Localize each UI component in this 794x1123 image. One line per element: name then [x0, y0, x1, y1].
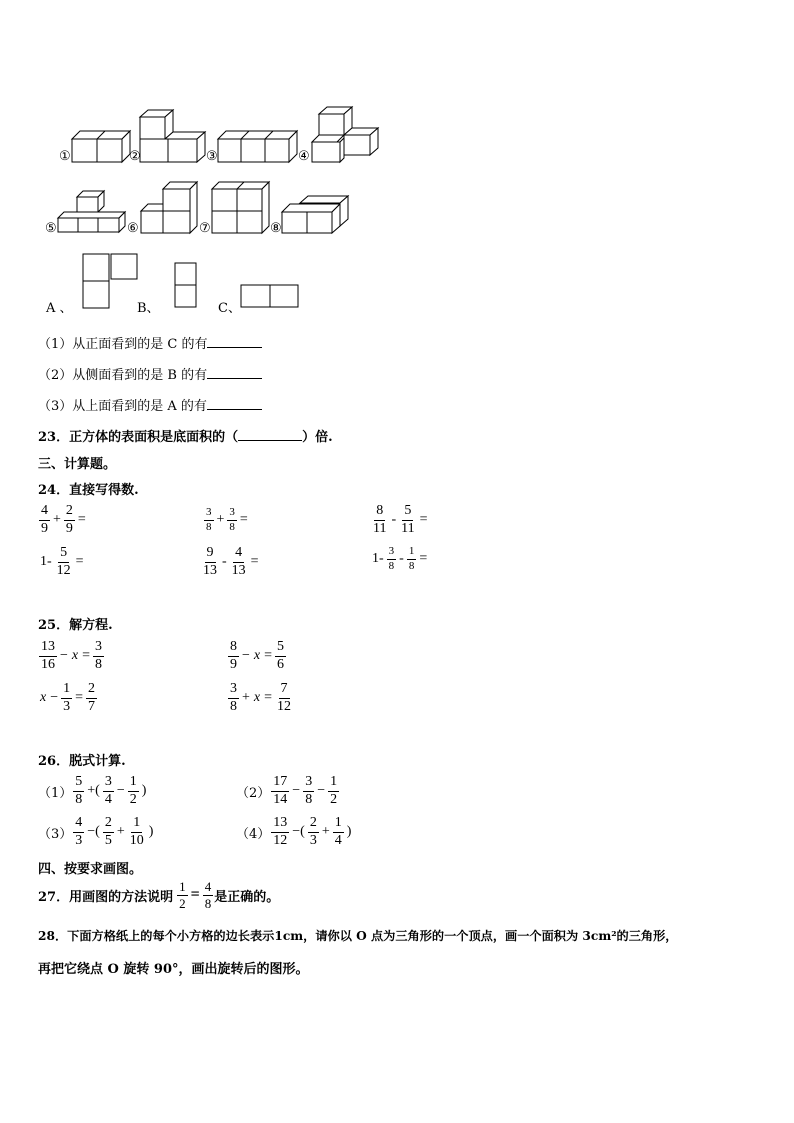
operator: − — [317, 783, 326, 799]
operator: − — [60, 648, 68, 664]
q22-sub-1: （1）从正面看到的是 C 的有 — [38, 333, 262, 352]
denominator: 9 — [230, 656, 237, 672]
numerator: 3 — [303, 775, 314, 792]
fraction — [230, 546, 248, 578]
denominator: 4 — [334, 832, 342, 848]
answer-blank[interactable] — [207, 409, 262, 410]
operator: = — [82, 648, 91, 664]
figure-3 — [218, 131, 297, 162]
numerator: 13 — [39, 640, 57, 657]
operator: = — [264, 648, 273, 664]
fraction — [103, 775, 114, 807]
option-b-view — [174, 262, 198, 310]
operator: = — [75, 690, 84, 706]
figure-7 — [212, 182, 269, 233]
operator: = — [419, 512, 428, 528]
operator: − — [242, 648, 250, 664]
numerator: 2 — [103, 816, 114, 833]
operator: = — [250, 554, 259, 570]
answer-blank[interactable] — [238, 440, 302, 441]
numerator: 3 — [387, 546, 397, 560]
denominator: 4 — [104, 791, 112, 807]
denominator: 8 — [229, 520, 235, 533]
denominator: 12 — [273, 832, 288, 848]
fraction — [103, 816, 114, 848]
operator: − — [50, 690, 59, 706]
figure-1 — [72, 131, 130, 162]
numerator: 1 — [333, 816, 344, 833]
denominator: 9 — [65, 520, 73, 536]
figure-label-7: ⑦ — [199, 221, 211, 236]
figure-2 — [140, 110, 205, 162]
answer-blank[interactable] — [207, 378, 262, 379]
fraction — [86, 682, 97, 714]
figure-label-6: ⑥ — [127, 221, 139, 236]
fraction — [128, 816, 146, 848]
numerator: 8 — [228, 640, 239, 657]
operator: +( — [87, 783, 100, 799]
denominator: 8 — [408, 559, 415, 572]
option-c-view — [240, 284, 302, 310]
cube-figures — [0, 100, 400, 240]
denominator: 2 — [330, 791, 338, 807]
item-label: （4） — [236, 826, 271, 842]
numerator: 1 — [407, 546, 417, 560]
fraction: $\frac{4}{8}$ — [204, 879, 212, 911]
numerator: 3 — [93, 640, 104, 657]
numerator: 9 — [205, 546, 216, 563]
operator: - — [399, 551, 404, 567]
q24-item-4 — [38, 546, 86, 578]
q25-equation-1 — [38, 640, 105, 672]
denominator: 14 — [273, 791, 288, 807]
option-c-label: C、 — [218, 301, 241, 316]
q26-item-3 — [38, 816, 155, 848]
question-24-title: 24．直接写得数. — [38, 483, 139, 498]
variable: x — [253, 648, 261, 664]
question-27: 27．用画图的方法说明 $\frac{1}{2}$ = $\frac{4}{8}$ 是正确的。 — [38, 879, 280, 911]
numerator: 7 — [279, 682, 290, 699]
denominator: 5 — [104, 832, 112, 848]
q24-item-5 — [200, 546, 261, 578]
q26-item-1 — [38, 775, 148, 807]
denominator: 3 — [309, 832, 317, 848]
q26-item-4 — [236, 816, 353, 848]
answer-blank[interactable] — [207, 347, 262, 348]
option-a-view — [82, 253, 142, 311]
q22-sub-2: （2）从侧面看到的是 B 的有 — [38, 364, 262, 383]
numerator: 5 — [402, 504, 413, 521]
numerator: 4 — [233, 546, 244, 563]
q24-item-3 — [370, 504, 430, 536]
denominator: 8 — [206, 520, 212, 533]
fraction — [73, 816, 84, 848]
q25-equation-3 — [38, 682, 98, 714]
fraction — [39, 640, 57, 672]
operator: −( — [292, 824, 305, 840]
operator: + — [53, 512, 61, 528]
numerator: 2 — [86, 682, 97, 699]
fraction — [275, 640, 286, 672]
fraction — [308, 816, 319, 848]
denominator: 7 — [88, 698, 96, 714]
fraction — [73, 775, 84, 807]
figure-8 — [282, 196, 348, 233]
numerator: 2 — [308, 816, 319, 833]
fraction — [328, 775, 339, 807]
numerator: 5 — [58, 546, 69, 563]
option-a-label: A 、 — [46, 301, 73, 316]
fraction — [228, 682, 239, 714]
section-4-heading: 四、按要求画图。 — [38, 862, 143, 877]
numerator: 1 — [131, 816, 142, 833]
figure-5 — [58, 191, 125, 232]
question-28-line-1: 28．下面方格纸上的每个小方格的边长表示1cm，请你以 O 点为三角形的一个顶点，画一个面积为 3cm²的三角形， — [38, 929, 678, 943]
q26-item-2 — [236, 775, 340, 807]
denominator: 3 — [63, 698, 71, 714]
denominator: 3 — [75, 832, 83, 848]
denominator: 8 — [305, 791, 313, 807]
variable: x — [71, 648, 79, 664]
fraction — [227, 507, 237, 533]
numerator: 8 — [374, 504, 385, 521]
operator: + — [242, 690, 250, 706]
question-23: 23．正方体的表面积是底面积的（ ）倍. — [38, 430, 333, 445]
operator: - — [391, 512, 397, 528]
numerator: 4 — [39, 504, 50, 521]
numerator: 1 — [328, 775, 339, 792]
fraction — [371, 504, 388, 536]
numerator: 5 — [275, 640, 286, 657]
operator: ) — [148, 824, 154, 840]
fraction — [55, 546, 73, 578]
fraction — [64, 504, 75, 536]
figure-6 — [141, 182, 197, 233]
question-26-title: 26．脱式计算. — [38, 754, 126, 769]
numerator: 1 — [128, 775, 139, 792]
figure-label-1: ① — [59, 149, 71, 164]
figure-label-3: ③ — [206, 149, 218, 164]
denominator: 12 — [277, 698, 292, 714]
fraction — [399, 504, 416, 536]
q24-item-6 — [370, 546, 429, 572]
fraction — [204, 507, 214, 533]
q25-equation-4 — [227, 682, 294, 714]
operator: - — [222, 554, 227, 570]
denominator: 16 — [41, 656, 55, 672]
numerator: 3 — [204, 507, 214, 521]
fraction — [93, 640, 104, 672]
fraction — [39, 504, 50, 536]
fraction — [271, 775, 289, 807]
item-label: （2） — [236, 785, 271, 801]
denominator: 13 — [203, 562, 217, 578]
denominator: 6 — [277, 656, 285, 672]
numerator: 1 — [61, 682, 72, 699]
operator: = — [239, 512, 248, 528]
operator: 1- — [40, 554, 52, 570]
variable: x — [40, 690, 47, 706]
figure-label-2: ② — [129, 149, 141, 164]
operator: + — [116, 824, 125, 840]
figure-label-4: ④ — [298, 149, 310, 164]
denominator: 9 — [41, 520, 48, 536]
operator: −( — [87, 824, 100, 840]
operator: ) — [346, 824, 352, 840]
numerator: 3 — [228, 682, 239, 699]
numerator: 5 — [73, 775, 84, 792]
option-b-label: B、 — [137, 301, 160, 316]
denominator: 2 — [129, 791, 137, 807]
operator: − — [116, 783, 125, 799]
fraction — [387, 546, 397, 572]
numerator: 2 — [64, 504, 75, 521]
operator: 1- — [372, 551, 384, 567]
q25-equation-2 — [227, 640, 287, 672]
item-label: （1） — [38, 785, 73, 801]
fraction — [228, 640, 239, 672]
variable: x — [253, 690, 261, 706]
figure-label-5: ⑤ — [45, 221, 57, 236]
operator: − — [292, 783, 301, 799]
denominator: 8 — [230, 698, 237, 714]
section-3-heading: 三、计算题。 — [38, 457, 117, 472]
fraction — [201, 546, 219, 578]
numerator: 13 — [271, 816, 289, 833]
denominator: 11 — [373, 520, 387, 536]
question-25-title: 25．解方程. — [38, 618, 113, 633]
fraction — [271, 816, 289, 848]
operator: = — [419, 551, 428, 567]
numerator: 3 — [227, 507, 237, 521]
fraction — [128, 775, 139, 807]
operator: + — [321, 824, 330, 840]
fraction: $\frac{1}{2}$ — [179, 879, 186, 911]
operator: = — [75, 554, 84, 570]
operator: + — [216, 512, 225, 528]
numerator: 4 — [73, 816, 84, 833]
denominator: 13 — [231, 562, 246, 578]
denominator: 12 — [56, 562, 71, 578]
denominator: 8 — [95, 656, 103, 672]
q24-item-2 — [203, 507, 250, 533]
item-label: （3） — [38, 826, 73, 842]
fraction — [407, 546, 417, 572]
denominator: 11 — [401, 520, 415, 536]
numerator: 17 — [271, 775, 289, 792]
numerator: 3 — [103, 775, 114, 792]
q24-item-1 — [38, 504, 88, 536]
denominator: 8 — [388, 559, 395, 572]
question-28-line-2: 再把它绕点 O 旋转 90°，画出旋转后的图形。 — [38, 962, 309, 977]
fraction — [303, 775, 314, 807]
denominator: 8 — [75, 791, 83, 807]
q22-sub-3: （3）从上面看到的是 A 的有 — [38, 395, 262, 414]
operator: = — [264, 690, 273, 706]
figure-label-8: ⑧ — [270, 221, 282, 236]
figure-4 — [312, 107, 378, 162]
fraction — [61, 682, 72, 714]
operator: = — [77, 512, 86, 528]
denominator: 10 — [129, 832, 144, 848]
fraction — [333, 816, 344, 848]
fraction — [275, 682, 293, 714]
operator: ) — [141, 783, 147, 799]
